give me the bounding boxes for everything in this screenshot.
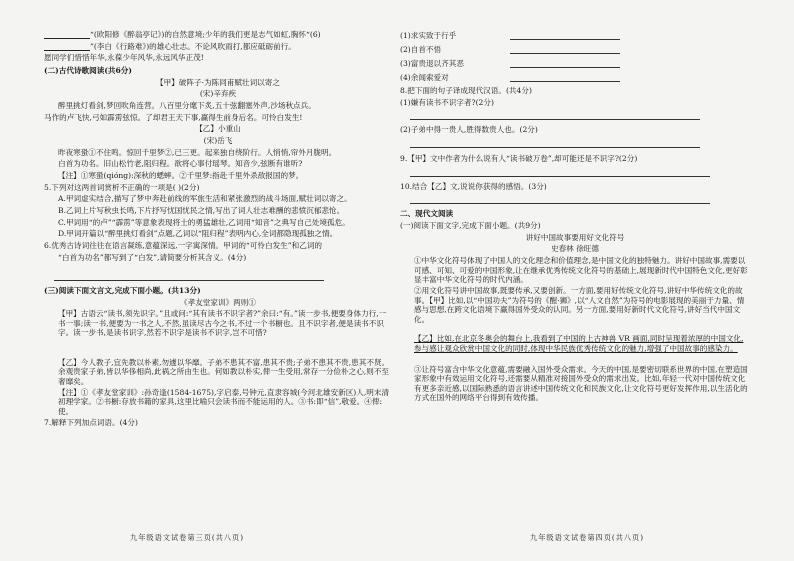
classical-para-a: 【甲】古语云“读书,须先识字。”且或问:“其有读书不识字者?”余曰:“有。”读一步书,便要身体力行,一书一事;读一书,便要为一书之人,不然,虽读尽古今之书,不过一个书橱也。且不识字者,便是读书不识字。读一步书,是读书识字,然若不识字是读书不识字,岂不可惜? [58,309,387,338]
q7-item [400,72,750,82]
q7-answer-line[interactable] [510,58,620,68]
q5-option-b: B.乙词上片写秋虫长鸣,下片抒写忧国忧民之情,写出了词人壮志难酬的悲愤沉郁悲怆。 [58,205,345,215]
q7-items [400,30,750,82]
q10-answer-line[interactable] [410,193,710,204]
poem-note: 【注】①寒蛩(qióng):深秋的蟋蟀。②千里梦:指赴千里外杀敌报国的梦。 [58,170,304,180]
question-6: 6.优秀古诗词往往在语言凝练,意蕴深远,一字寓深情。甲词的“可怜白发生”和乙词的 [44,240,323,250]
classical-title: 《孝友堂家训》两则① [180,297,256,307]
q9-answer-line[interactable] [410,166,710,177]
intro-text: 愿同学们惜惜年华,永葆少年风华,永远风华正茂! [44,53,204,63]
question-7: 7.解释下列加点词语。(4分) [44,417,138,427]
question-5: 5.下列对这两首词赏析不正确的一项是( )(2分) [44,182,200,192]
poem-a-line: 马作的卢飞快,弓如霹雳弦惊。了却君王天下事,赢得生前身后名。可怜白发生! [44,112,303,122]
poem-b-author: (宋)岳飞 [203,135,233,145]
poem-b-title: 【乙】小重山 [195,124,241,134]
modern-subsection-title: (一)阅读下面文字,完成下面小题。(共9分) [400,221,541,231]
page-footer-left: 九年级语文试卷第三页(共八页) [130,533,245,542]
q5-option-d: D.甲词开篇以“醉里挑灯看剑”点题,乙词以“阻归程”表明内心,全词都隐现孤独之情。 [58,229,338,239]
poem-b-line: 白首为功名。旧山松竹老,阻归程。欲将心事付瑶琴。知音少,弦断有谁听? [58,159,303,169]
page-footer-right: 九年级语文试卷第四页(共八页) [530,533,645,542]
intro-text: ”(李白《行路难》)的雄心壮志。不论风吹雨打,都应砥砺前行。 [90,41,296,51]
q6-answer-line[interactable] [54,270,324,281]
intro-line [44,42,392,51]
poem-a-title: 【甲】破阵子·为陈同甫赋壮词以寄之 [156,77,280,87]
fill-in-blank[interactable] [44,30,90,39]
question-6-cont: “白首为功名”都写到了“白发”,请简要分析其含义。(4分) [58,252,247,262]
q8-item-2: (2)子弟中得一贵人,胜得数贵人也。(2分) [400,125,538,135]
classical-note: 【注】①《孝友堂家训》:孙奇逢(1584-1675),字启泰,号钟元,直隶容城(今河北雄安新区)人,明末清初理学家。②书橱:存放书籍的家具,这里比喻只会读书而不能运用的人。③书:即“信”,敬爱。④俾:使。 [58,387,390,416]
q7-item [400,58,750,68]
right-column [400,30,750,413]
question-9: 9.【甲】文中作者为什么说有人“读书破万卷”,却可能还是不识字?(2分) [400,154,638,164]
modern-section-title: 二、现代文阅读 [400,209,454,219]
intro-lines [44,30,392,63]
q5-option-a: A.甲词虚实结合,描写了梦中奔赴前线的军旅生活和紧张激烈的战斗场面,赋壮词以寄之。 [58,194,352,204]
poem-a-line: 醉里挑灯看剑,梦回吹角连营。八百里分麾下炙,五十弦翻塞外声,沙场秋点兵。 [58,100,316,110]
classical-section-title: (三)阅读下面文言文,完成下面小题。(共13分) [44,286,201,296]
q8-answer-line-2[interactable] [410,137,700,148]
q7-item-label: (3)富贵退以齐其恶 [400,58,464,68]
left-column [44,30,392,430]
intro-line [44,53,392,62]
q7-item [400,30,750,40]
q5-option-c: C.甲词用“的卢”“霹雳”等意象表现将士的勇猛雄壮,乙词用“知音”之典写自己处境孤危。 [58,217,350,227]
article-para-1: ①中华文化符号体现了中国人的文化理念和价值理念,是中国文化的独特魅力。讲好中国故事,需要以可感、可知、可爱的中国形象,让在继承优秀传统文化符号的基础上,展现新时代中国特色文化,更好彰显丰富中华文化符号的时代内涵。 [414,256,748,285]
article-author: 史春林 徐旺德 [551,244,599,254]
fill-in-blank[interactable] [44,42,90,51]
article-title: 讲好中国故事要用好文化符号 [525,232,625,242]
question-8: 8.把下面的句子译成现代汉语。(共4分) [400,86,532,95]
poem-b-line: 昨夜寒蛩①不住鸣。惊回千里梦②,已三更。起来独自绕阶行。人悄悄,帘外月胧明。 [58,147,337,157]
q7-item-label: (1)求实致于行乎 [400,30,457,40]
intro-line [44,30,392,39]
q7-answer-line[interactable] [510,44,620,54]
q7-item-label: (4)余闻索爱对 [400,72,449,82]
article-para-2-underlined: 【乙】比如,在北京冬奥会的舞台上,我看到了中国的上古神兽 VR 画面,同时呈现着浓厚的中国文化,参与感让观众欣赏中国文化的同时,体现中华民族优秀传统文化的魅力,增强了中国故事的感染力。 [414,334,744,353]
poem-a-author: (宋)辛弃疾 [199,89,237,99]
q7-answer-line[interactable] [510,72,620,82]
q7-item [400,44,750,54]
q8-item-1: (1)嫌有读书不识字者?(2分) [400,97,494,107]
article-para-2: ②用文化符号讲中国故事,既要传承,又要创新。一方面,要用好传统文化符号,讲好中华传统文化的故事。【甲】比如,以“中国功夫”为符号的《醒·狮》,以“人文自然”为符号的电影展现的美丽于力量、情感与思想,在跨文化语境下赢得国外受众的认同。另一方面,要用好新时代文化符号,讲好当代中国文化。 [414,286,745,324]
question-10: 10.结合【乙】文,说说你获得的感悟。(3分) [400,181,547,191]
article-para-3: ③让符号富含中华文化意蕴,需要融入国外受众需求。今天的中国,是要密切联系世界的中国,在塑造国家形象中有效运用文化符号,还需要从精准对接国外受众的需求出发。比如,年轻一代对中国传统文化有更多亲近感,以国际熟悉的语言讲述中国传统文化和民族文化,让文化符号更好发挥作用,以生活化的方式在国外的网络平台得到有效传播。 [414,364,748,403]
intro-text: “(欧阳修《醉翁亭记》)的自然意境;少年的我们更是志气如虹,胸怀“(6) [90,30,321,39]
q7-answer-line[interactable] [510,30,620,40]
q8-answer-line-1[interactable] [410,109,700,120]
q7-item-label: (2)自首不悟 [400,44,442,54]
classical-para-b: 【乙】今人教子,宜先教以朴素,勿遽以华靡。子弟不患其不富,患其不贵;子弟不患其不贵,患其不贤。余观贵家子弟,皆以华侈相尚,此祸之所由生也。何如教以朴实,俾一生受用,常存一分俭朴之心,则不至奢靡矣。 [58,357,390,386]
poetry-section-title: (二)古代诗歌阅读(共6分) [44,65,132,75]
